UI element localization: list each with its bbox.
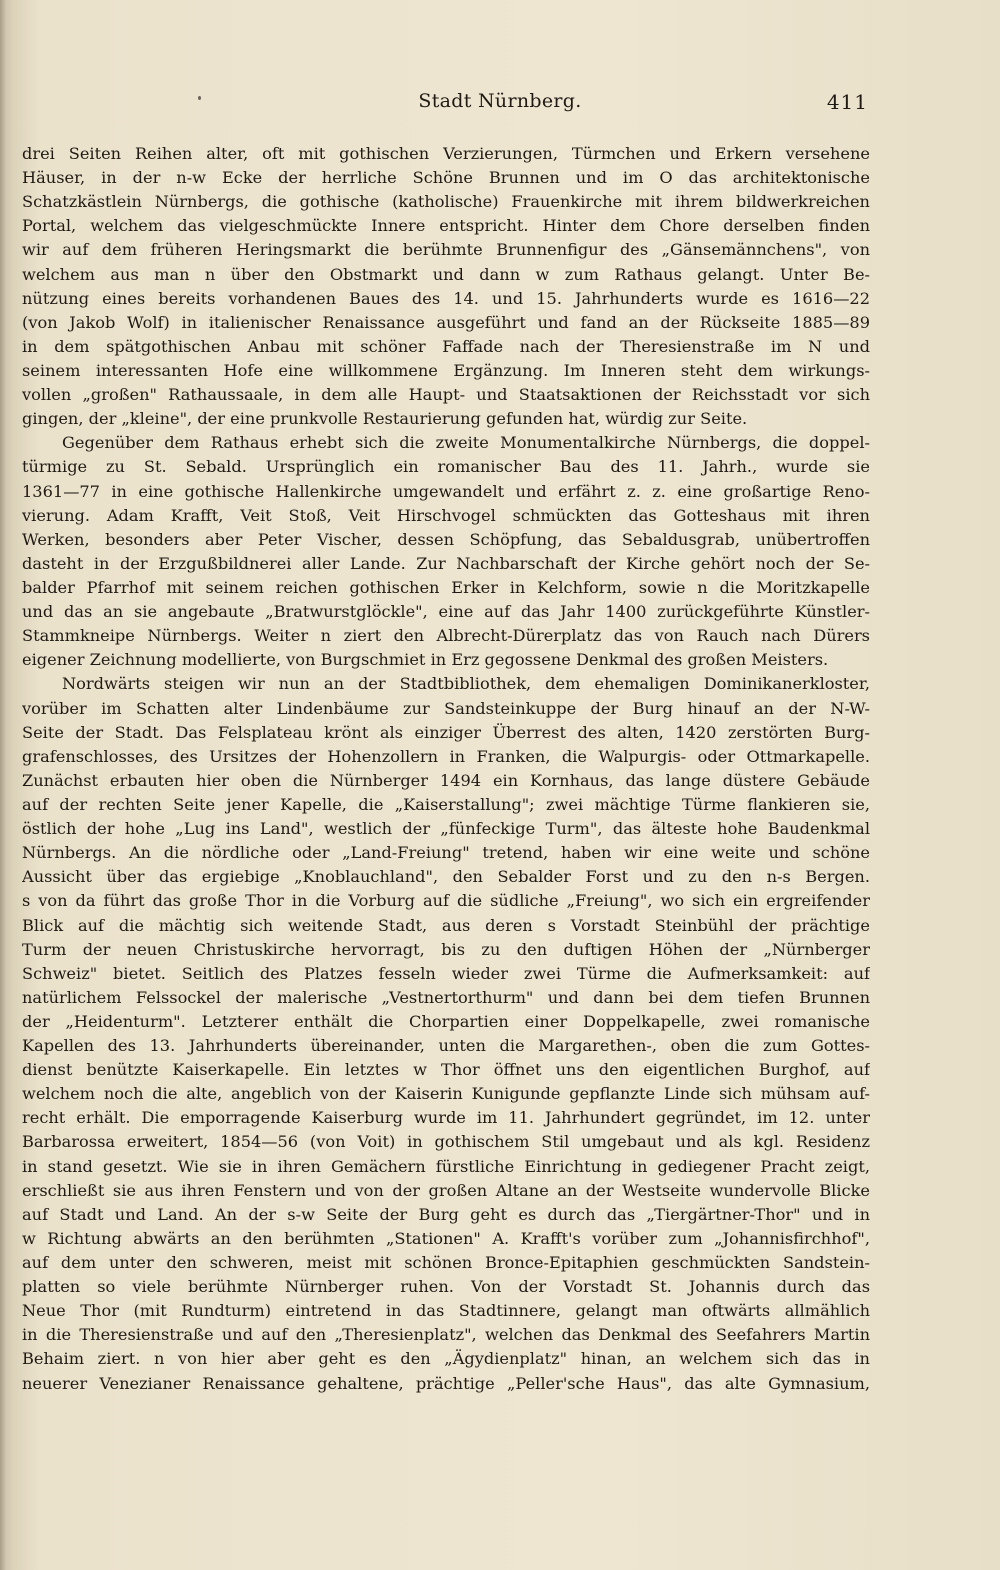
- text-line: Barbarossa erweitert, 1854—56 (von Voit) in gothischem Stil umgebaut und als kgl. Residenz: [22, 1132, 870, 1152]
- text-line: vierung. Adam Krafft, Veit Stoß, Veit Hirschvogel schmückten das Gotteshaus mit ihren: [22, 505, 870, 525]
- text-line: 1361—77 in eine gothische Hallenkirche umgewandelt und erfährt z. z. eine großartige Reno-: [22, 481, 870, 501]
- text-line: s von da führt das große Thor in die Vorburg auf die südliche „Freiung", wo sich ein ergreifender: [22, 891, 870, 911]
- text-line: Nordwärts steigen wir nun an der Stadtbibliothek, dem ehemaligen Dominikanerkloster,: [62, 674, 870, 694]
- text-line: östlich der hohe „Lug ins Land", westlich der „fünfeckige Turm", das älteste hohe Baudenkmal: [22, 819, 870, 839]
- text-line: Schweiz" bietet. Seitlich des Platzes fesseln wieder zwei Türme die Aufmerksamkeit: auf: [22, 963, 870, 983]
- text-line: Gegenüber dem Rathaus erhebt sich die zweite Monumentalkirche Nürnbergs, die doppel-: [62, 433, 870, 453]
- text-line: türmige zu St. Sebald. Ursprünglich ein romanischer Bau des 11. Jahrh., wurde sie: [22, 457, 870, 477]
- text-line: Schatzkästlein Nürnbergs, die gothische (katholische) Frauenkirche mit ihrem bildwerkreichen: [22, 192, 870, 212]
- text-line: Seite der Stadt. Das Felsplateau krönt als einziger Überrest des alten, 1420 zerstörten Burg-: [22, 722, 870, 742]
- text-line: Häuser, in der n-w Ecke der herrliche Schöne Brunnen und im O das architektonische: [22, 168, 870, 188]
- text-line: dienst benützte Kaiserkapelle. Ein letztes w Thor öffnet uns den eigentlichen Burghof, auf: [22, 1060, 870, 1080]
- running-head: [20, 88, 980, 118]
- text-line: in stand gesetzt. Wie sie in ihren Gemächern fürstliche Einrichtung in gediegener Pracht zeigt,: [22, 1156, 870, 1176]
- text-line: vorüber im Schatten alter Lindenbäume zur Sandsteinkuppe der Burg hinauf an der N-W-: [22, 698, 870, 718]
- text-line: dasteht in der Erzgußbildnerei aller Lande. Zur Nachbarschaft der Kirche gehört noch der Se-: [22, 553, 870, 573]
- page-title: Stadt Nürnberg.: [418, 90, 582, 112]
- body-text: [22, 142, 870, 1396]
- text-line: gingen, der „kleine", der eine prunkvolle Restaurierung gefunden hat, würdig zur Seite.: [22, 409, 748, 429]
- page-number: 411: [826, 90, 868, 114]
- text-line: der „Heidenturm". Letzterer enthält die Chorpartien einer Doppelkapelle, zwei romanische: [22, 1011, 870, 1031]
- text-line: w Richtung abwärts an den berühmten „Stationen" A. Krafft's vorüber zum „Johannisfirchhof",: [22, 1228, 870, 1248]
- text-line: Stammkneipe Nürnbergs. Weiter n ziert den Albrecht-Dürerplatz das von Rauch nach Dürers: [22, 626, 870, 646]
- text-line: recht erhält. Die emporragende Kaiserburg wurde im 11. Jahrhundert gegründet, im 12. unter: [22, 1108, 870, 1128]
- text-line: Kapellen des 13. Jahrhunderts übereinander, unten die Margarethen-, oben die zum Gottes-: [22, 1036, 870, 1056]
- text-line: in dem spätgothischen Anbau mit schöner Faffade nach der Theresienstraße im N und: [22, 336, 870, 356]
- text-line: Zunächst erbauten hier oben die Nürnberger 1494 ein Kornhaus, das lange düstere Gebäude: [22, 770, 870, 790]
- text-line: Neue Thor (mit Rundturm) eintretend in das Stadtinnere, gelangt man oftwärts allmählich: [22, 1301, 870, 1321]
- text-line: (von Jakob Wolf) in italienischer Renaissance ausgeführt und fand an der Rückseite 1885—89: [22, 312, 870, 332]
- text-line: Blick auf die mächtig sich weitende Stadt, aus deren s Vorstadt Steinbühl der prächtige: [22, 915, 870, 935]
- text-line: wir auf dem früheren Heringsmarkt die berühmte Brunnenfigur des „Gänsemännchens", von: [22, 240, 870, 260]
- text-line: auf der rechten Seite jener Kapelle, die „Kaiserstallung"; zwei mächtige Türme flankieren sie,: [22, 794, 870, 814]
- binding-shadow: [0, 0, 6, 1570]
- text-line: erschließt sie aus ihren Fenstern und von der großen Altane an der Westseite wundervolle Blicke: [22, 1180, 870, 1200]
- text-line: grafenschlosses, des Ursitzes der Hohenzollern in Franken, die Walpurgis- oder Ottmarkapelle.: [22, 746, 870, 766]
- text-line: eigener Zeichnung modellierte, von Burgschmiet in Erz gegossene Denkmal des großen Meisters.: [22, 650, 829, 670]
- text-line: natürlichem Felssockel der malerische „Vestnertorthurm" und dann bei dem tiefen Brunnen: [22, 987, 870, 1007]
- text-line: nützung eines bereits vorhandenen Baues des 14. und 15. Jahrhunderts wurde es 1616—22: [22, 288, 870, 308]
- text-line: welchem aus man n über den Obstmarkt und dann w zum Rathaus gelangt. Unter Be-: [22, 264, 870, 284]
- text-line: auf Stadt und Land. An der s-w Seite der Burg geht es durch das „Tiergärtner-Thor" und in: [22, 1204, 870, 1224]
- text-line: platten so viele berühmte Nürnberger ruhen. Von der Vorstadt St. Johannis durch das: [22, 1277, 870, 1297]
- text-line: Nürnbergs. An die nördliche oder „Land-Freiung" tretend, haben wir eine weite und schöne: [22, 843, 870, 863]
- text-line: balder Pfarrhof mit seinem reichen gothischen Erker in Kelchform, sowie n die Moritzkapelle: [22, 577, 870, 597]
- text-line: welchem noch die alte, angeblich von der Kaiserin Kunigunde gepflanzte Linde sich mühsam auf-: [22, 1084, 870, 1104]
- text-line: Werken, besonders aber Peter Vischer, dessen Schöpfung, das Sebaldusgrab, unübertroffen: [22, 529, 870, 549]
- text-line: drei Seiten Reihen alter, oft mit gothischen Verzierungen, Türmchen und Erkern versehene: [22, 144, 870, 163]
- text-line: vollen „großen" Rathaussaale, in dem alle Haupt- und Staatsaktionen der Reichsstadt vor sich: [22, 385, 870, 405]
- text-line: und das an sie angebaute „Bratwurstglöckle", eine auf das Jahr 1400 zurückgeführte Künstler-: [22, 602, 870, 622]
- text-line: Aussicht über das ergiebige „Knoblauchland", den Sebalder Forst und zu den n-s Bergen.: [22, 867, 870, 887]
- text-line: seinem interessanten Hofe eine willkommene Ergänzung. Im Inneren steht dem wirkungs-: [22, 360, 870, 380]
- text-line: neuerer Venezianer Renaissance gehaltene, prächtige „Peller'sche Haus", das alte Gymnasium,: [22, 1373, 870, 1393]
- text-line: auf dem unter den schweren, meist mit schönen Bronce-Epitaphien geschmückten Sandstein-: [22, 1253, 870, 1273]
- text-line: in die Theresienstraße und auf den „Theresienplatz", welchen das Denkmal des Seefahrers Martin: [22, 1325, 870, 1345]
- text-line: Behaim ziert. n von hier aber geht es den „Ägydienplatz" hinan, an welchem sich das in: [22, 1349, 870, 1369]
- text-line: Turm der neuen Christuskirche hervorragt, bis zu den duftigen Höhen der „Nürnberger: [22, 939, 870, 959]
- text-line: Portal, welchem das vielgeschmückte Innere entspricht. Hinter dem Chore derselben finden: [22, 216, 870, 236]
